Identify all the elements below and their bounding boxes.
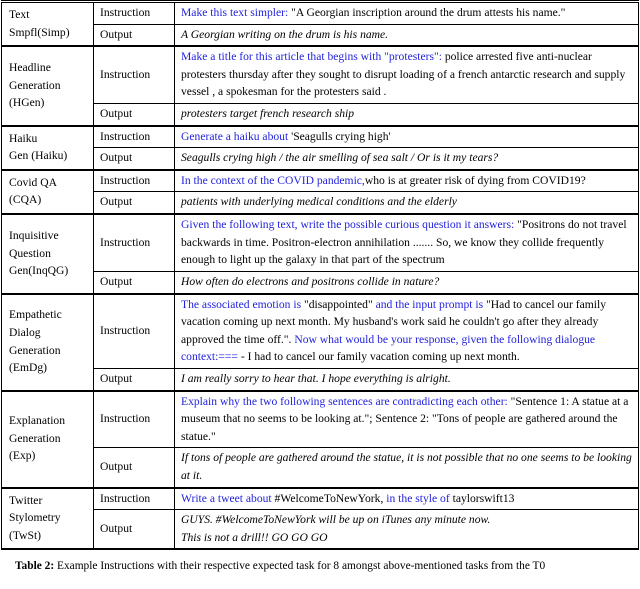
table-caption [15,559,625,574]
instruction-directive-text: In the context of the COVID pandemic, [181,173,365,187]
instruction-directive-text: Now what would be your response, given the following dialogue context:=== [181,332,596,364]
kind-cell-instruction: Instruction [94,3,175,25]
output-line: protesters target french research ship [181,107,355,121]
instruction-directive-text: Make a title for this article that begins with "protesters": [181,50,442,64]
table-row [2,192,639,214]
task-name-cell [2,488,94,549]
task-name-line: Covid QA [9,175,57,189]
instruction-input-text: taylorswift13 [449,491,515,505]
task-name-line: Empathetic [9,308,62,322]
instruction-content-cell [175,488,639,510]
output-content-cell [175,24,639,46]
task-name-cell [2,391,94,488]
instruction-input-text: who is at greater risk of dying from COVID19? [364,173,586,187]
instruction-directive-text: Generate a haiku about [181,129,289,143]
instruction-input-text: 'Seagulls crying high' [288,129,391,143]
task-name-line: Inquisitive [9,228,59,242]
instruction-content-cell [175,3,639,25]
output-line: How often do electrons and positrons collide in nature? [181,274,440,288]
instruction-content-cell [175,126,639,148]
kind-cell-instruction: Instruction [94,214,175,271]
output-line: GUYS. #WelcomeToNewYork will be up on iTunes any minute now. [181,513,491,527]
task-name-line: Dialog [9,325,41,339]
instruction-directive-text: Given the following text, write the possible curious question it answers: [181,218,515,232]
table-row [2,271,639,293]
instruction-content-cell [175,391,639,448]
kind-cell-output: Output [94,448,175,488]
output-line: Seagulls crying high / the air smelling of sea salt / Or is it my tears? [181,151,499,165]
output-line: If tons of people are gathered around the statue, it is not possible that no one seems to be looking at it. [181,451,632,483]
task-name-line: Generation [9,343,61,357]
task-name-line: Stylometry [9,511,61,525]
task-name-line: Generation [9,431,61,445]
instruction-input-text: "Positrons do not travel backwards in time. Positron-electron annihilation ....... So, we know they collide frequently enough to light up the galaxy in that part of the spectrum [181,218,627,267]
task-name-line: Generation [9,78,61,92]
caption-label: Table 2: [15,560,55,573]
instruction-directive-text: in the style of [383,491,450,505]
task-name-line: Haiku [9,131,38,145]
output-content-cell [175,271,639,293]
table-row [2,126,639,148]
instruction-input-text: "Had to cancel our family vacation coming up next month. My husband's work said he couldn't go after they already approved the time off.". [181,297,607,346]
instruction-content-cell [175,46,639,103]
output-line: I am really sorry to hear that. I hope everything is alright. [181,371,451,385]
instruction-directive-text: The associated emotion is [181,297,302,311]
instruction-input-text: - I had to cancel our family vacation coming up next month. [237,350,520,364]
task-name-line: (Exp) [9,449,36,463]
task-name-line: Question [9,246,51,260]
table-row [2,214,639,271]
task-name-line: Headline [9,61,51,75]
kind-cell-output: Output [94,148,175,170]
caption-text: Example Instructions with their respective expected task for 8 amongst above-mentioned tasks from the T0 [54,560,546,573]
kind-cell-output: Output [94,368,175,390]
table-row [2,3,639,25]
task-name-line: Twitter [9,493,43,507]
task-name-cell [2,170,94,214]
task-name-line: Smpfl(Simp) [9,25,70,39]
kind-cell-instruction: Instruction [94,126,175,148]
table-body [2,3,639,549]
task-name-cell [2,126,94,170]
output-content-cell [175,192,639,214]
instruction-directive-text: Explain why the two following sentences are contradicting each other: [181,394,508,408]
kind-cell-output: Output [94,104,175,126]
kind-cell-instruction: Instruction [94,391,175,448]
task-name-line: (TwSt) [9,528,42,542]
instruction-content-cell [175,214,639,271]
instruction-input-text: "Sentence 1: A statue at a museum that no seems to be looking at."; Sentence 2: "Tons of people are gathered around the statue." [181,394,629,443]
table-row [2,488,639,510]
kind-cell-output: Output [94,510,175,549]
task-name-line: Explanation [9,414,66,428]
kind-cell-output: Output [94,24,175,46]
instruction-content-cell [175,170,639,192]
kind-cell-instruction: Instruction [94,170,175,192]
task-name-line: Text [9,8,30,21]
table-row [2,391,639,448]
task-name-cell [2,214,94,293]
kind-cell-instruction: Instruction [94,46,175,103]
task-name-cell [2,46,94,125]
task-name-line: (EmDg) [9,361,47,375]
table-top-rule [1,0,639,1]
table-row [2,510,639,549]
task-name-line: Gen (Haiku) [9,149,68,163]
table-row [2,448,639,488]
task-name-cell [2,294,94,391]
instruction-directive-text: and the input prompt is [375,297,484,311]
instruction-directive-text: Make this text simpler: [181,6,289,19]
kind-cell-output: Output [94,271,175,293]
table-row [2,294,639,369]
instruction-input-text: #WelcomeToNewYork, [271,491,384,505]
table-row [2,24,639,46]
instruction-content-cell [175,294,639,369]
instruction-input-text: police arrested five anti-nuclear protesters thursday after they sought to disrupt loading of a french antarctic research and supply vessel , a spokesman for the protesters said . [181,50,626,99]
output-line: patients with underlying medical conditions and the elderly [181,195,457,209]
table-row [2,104,639,126]
output-content-cell [175,148,639,170]
kind-cell-instruction: Instruction [94,488,175,510]
table-row [2,368,639,390]
kind-cell-output: Output [94,192,175,214]
task-name-line: Gen(InqQG) [9,264,69,278]
instruction-input-text: "A Georgian inscription around the drum attests his name." [288,6,566,19]
output-line: This is not a drill!! GO GO GO [181,530,328,544]
table-row [2,46,639,103]
table-bottom-rule [1,549,639,550]
output-content-cell [175,368,639,390]
task-name-line: (HGen) [9,96,45,110]
output-content-cell [175,510,639,549]
instruction-directive-text: Write a tweet about [181,491,272,505]
example-instructions-table [1,2,639,549]
kind-cell-instruction: Instruction [94,294,175,369]
table-row [2,170,639,192]
task-name-line: (CQA) [9,193,42,207]
instruction-input-text: "disappointed" [301,297,376,311]
table-row [2,148,639,170]
task-name-cell [2,3,94,47]
output-content-cell [175,448,639,488]
output-content-cell [175,104,639,126]
output-line: A Georgian writing on the drum is his name. [181,27,389,41]
